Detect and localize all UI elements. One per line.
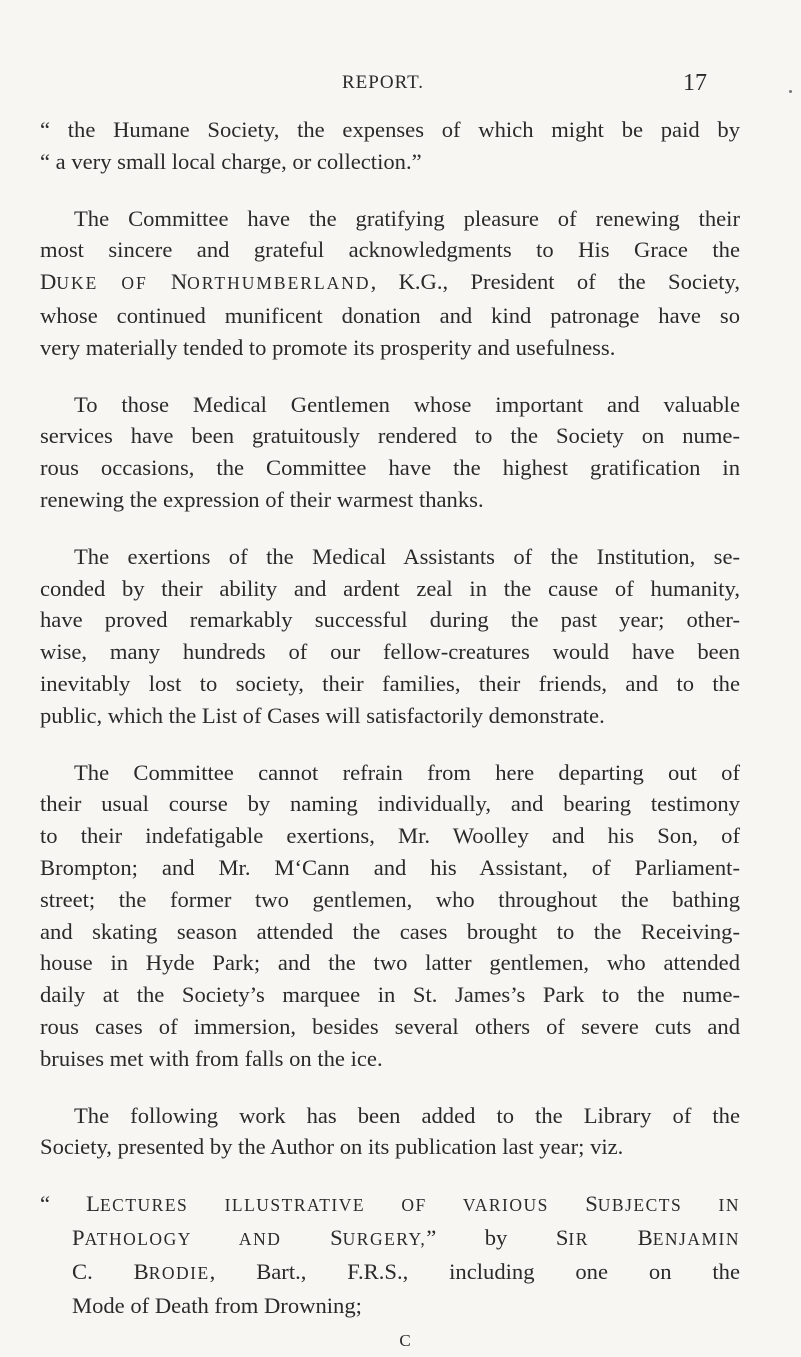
signature-mark: C (399, 1331, 411, 1351)
text-line: and skating season attended the cases brought to the Receiving- (40, 918, 740, 944)
text-line (40, 1222, 740, 1256)
text-line: to their indefatigable exertions, Mr. Woolley and his Son, of (40, 823, 740, 849)
text-line: The following work has been added to the Library of the (74, 1102, 740, 1128)
text-line: Mode of Death from Drowning; (72, 1292, 362, 1318)
text-line: Society, presented by the Author on its publication last year; viz. (40, 1134, 624, 1160)
small-caps-text: ORTHUMBERLAND (187, 273, 371, 294)
small-caps-text: IR (568, 1228, 638, 1249)
text-line: renewing the expression of their warmest thanks. (40, 486, 484, 512)
text-line: street; the former two gentlemen, who throughout the bathing (40, 886, 740, 912)
text-line: wise, many hundreds of our fellow-creatures would have been (40, 639, 740, 665)
text-line: bruises met with from falls on the ice. (40, 1045, 383, 1071)
text-line (40, 1256, 740, 1290)
line-remainder: ” by (426, 1224, 556, 1250)
small-caps-text: UKE OF (56, 273, 171, 294)
running-head: REPORT. (342, 72, 425, 93)
small-caps-text: ATHOLOGY AND (84, 1228, 331, 1249)
stray-ink-mark (789, 90, 792, 93)
text-line: house in Hyde Park; and the two latter gentlemen, who attended (40, 950, 740, 976)
small-caps-text: RODIE (148, 1262, 210, 1283)
small-caps-initial: B (637, 1224, 653, 1250)
text-line: most sincere and grateful acknowledgments to His Grace the (40, 237, 740, 263)
line-remainder: , K.G., President of the Society, (370, 269, 740, 295)
text-line (40, 266, 740, 300)
text-line: The Committee have the gratifying pleasure of renewing their (74, 205, 740, 231)
small-caps-initial: S (555, 1224, 569, 1250)
text-line (40, 1188, 740, 1222)
small-caps-initial: “ L (40, 1191, 100, 1217)
paragraph-3 (40, 389, 740, 516)
text-line: The exertions of the Medical Assistants of the Institution, se- (74, 543, 740, 569)
small-caps-initial: S (585, 1191, 598, 1217)
text-line: The Committee cannot refrain from here departing out of (74, 759, 740, 785)
small-caps-text: ENJAMIN (652, 1228, 740, 1249)
small-caps-initial: N (170, 269, 188, 295)
paragraph-6 (40, 1100, 740, 1164)
book-citation (40, 1188, 740, 1321)
text-line: conded by their ability and ardent zeal in the cause of humanity, (40, 575, 740, 601)
text-line: very materially tended to promote its prosperity and usefulness. (40, 334, 616, 360)
text-line: rous cases of immersion, besides several others of severe cuts and (40, 1013, 740, 1039)
text-line: have proved remarkably successful during the past year; other- (40, 607, 740, 633)
small-caps-text: ECTURES ILLUSTRATIVE OF VARIOUS (99, 1195, 586, 1216)
body-text (40, 114, 740, 1357)
text-line: daily at the Society’s marquee in St. James’s Park to the nume- (40, 982, 740, 1008)
small-caps-initial: S (330, 1224, 343, 1250)
text-line: To those Medical Gentlemen whose important and valuable (74, 391, 740, 417)
text-line: whose continued munificent donation and kind patronage have so (40, 302, 740, 328)
text-line: services have been gratuitously rendered to the Society on nume- (40, 423, 740, 449)
text-line: rous occasions, the Committee have the highest gratification in (40, 455, 740, 481)
small-caps-initial: B (133, 1258, 149, 1284)
small-caps-initial: P (72, 1224, 85, 1250)
line-remainder: C. (72, 1258, 134, 1284)
small-caps-initial: D (40, 269, 57, 295)
text-line: “ the Humane Society, the expenses of which might be paid by (40, 117, 740, 142)
line-remainder: , Bart., F.R.S., including one on the (209, 1258, 740, 1284)
paragraph-5 (40, 757, 740, 1075)
page-header (0, 72, 801, 102)
page-number: 17 (683, 70, 707, 96)
small-caps-text: URGERY, (342, 1228, 427, 1249)
small-caps-text: UBJECTS IN (597, 1195, 740, 1216)
text-line: “ a very small local charge, or collection.” (40, 148, 422, 174)
text-line: public, which the List of Cases will satisfactorily demonstrate. (40, 702, 605, 728)
text-line: Brompton; and Mr. M‘Cann and his Assistant, of Parliament- (40, 854, 740, 880)
text-line: their usual course by naming individually, and bearing testimony (40, 791, 740, 817)
paragraph-4 (40, 541, 740, 732)
text-line: inevitably lost to society, their families, their friends, and to the (40, 670, 740, 696)
paragraph-2 (40, 203, 740, 364)
paragraph-1 (40, 114, 740, 178)
